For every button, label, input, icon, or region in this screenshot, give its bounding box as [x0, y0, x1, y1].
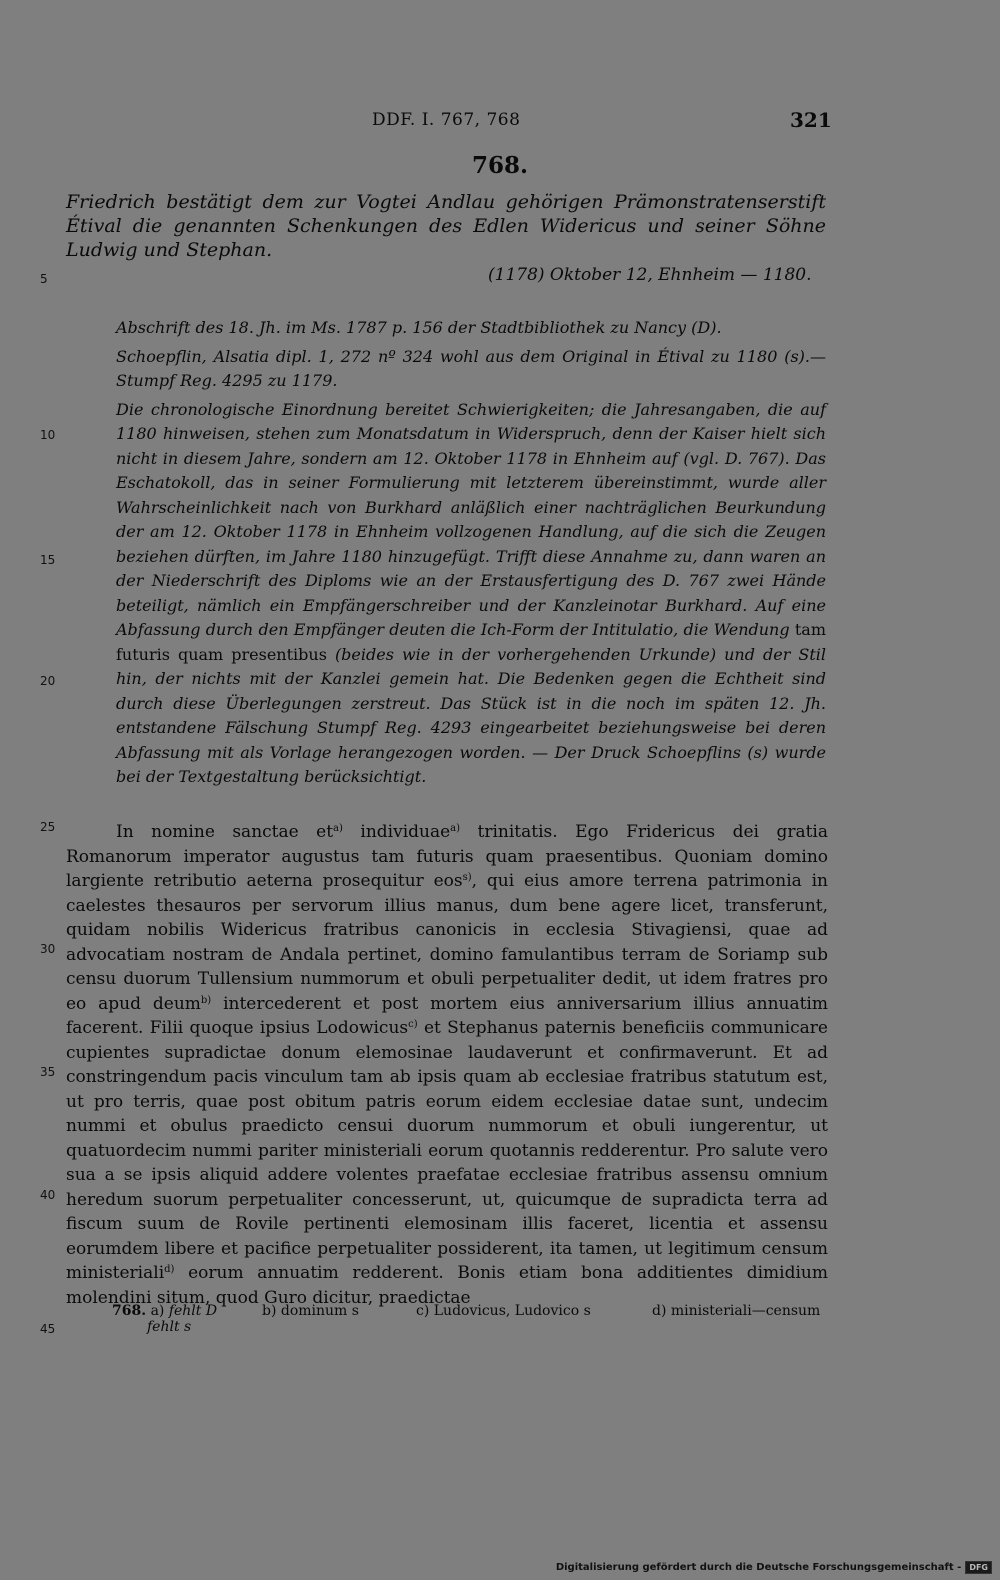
footnote-d: d) ministeriali—censum: [652, 1303, 821, 1319]
line-number: 25: [40, 820, 56, 834]
running-head-title: DDF. I. 767, 768: [372, 110, 521, 130]
note-editions: Schoepflin, Alsatia dipl. 1, 272 nº 324 wohl aus dem Original in Étival zu 1180 (s).— Stumpf Reg. 4295 zu 1179.: [116, 346, 826, 390]
dating: (1178) Oktober 12, Ehnheim — 1180.: [488, 265, 812, 285]
footnote-ref-b: b): [200, 994, 212, 1006]
line-number: 10: [40, 428, 56, 442]
line-number: 15: [40, 553, 56, 567]
preliminary-notes: [116, 316, 826, 790]
dfg-logo: DFG: [965, 1561, 992, 1574]
text-segment: et Stephanus paternis beneficiis communicare cupientes supradictae donum elemosinae laudaverunt et confirmaverunt. Et ad constringendum pacis vinculum tam ab ipsis quam ab ecclesiae fratribus statutum est, ut pro terris, quae post obitum patris eorum eidem ecclesiae datae sunt, undecim nummi et obulus praedicto censui duorum nummorum et obuli iungerentur, ut quatuordecim nummi pariter ministeriali eorum quotannis redderentur. Pro salute vero sua a se ipsis aliquid addere volentes praefatae ecclesiae fratribus assensu omnium heredum suorum perpetualiter concesserunt, ut, quicumque de supradicta terra ad fiscum suum de Rovile pertinenti elemosinam illis faceret, licentia et assensu eorumdem libere et pacifice perpetualiter possiderent, ita tamen, ut legitimum censum ministeriali: [66, 1018, 828, 1283]
footnote-ref-a: a): [333, 823, 343, 834]
line-number: 45: [40, 1322, 56, 1336]
footer-text: Digitalisierung gefördert durch die Deutsche Forschungsgemeinschaft -: [555, 1562, 962, 1573]
text-segment: individuae: [342, 822, 451, 842]
line-number: 40: [40, 1188, 56, 1202]
note-commentary: [116, 398, 826, 790]
commentary-quote: tam futuris quam presentibus: [116, 620, 826, 664]
text-segment: In nomine sanctae et: [116, 822, 334, 842]
footnote-b: b) dominum s: [262, 1303, 359, 1319]
running-head: [0, 108, 1000, 134]
commentary-part-1: Die chronologische Einordnung bereitet Schwierigkeiten; die Jahresangaben, die auf 1180 hinweisen, stehen zum Monatsdatum in Widerspruch, denn der Kaiser hielt sich nicht in diesem Jahre, sondern am 12. Oktober 1178 in Ehnheim auf (vgl. D. 767). Das Eschatokoll, das in seiner Formulierung mit letzterem übereinstimmt, wurde aller Wahrscheinlichkeit nach von Burkhard anläßlich einer nachträglichen Beurkundung der am 12. Oktober 1178 in Ehnheim vollzogenen Handlung, auf die sich die Zeugen beziehen dürften, im Jahre 1180 hinzugefügt. Trifft diese Annahme zu, dann waren an der Niederschrift des Diploms wie an der Erstausfertigung des D. 767 zwei Hände beteiligt, nämlich ein Empfängerschreiber und der Kanzleinotar Burkhard. Auf eine Abfassung durch den Empfänger deuten die Ich-Form der Intitulatio, die Wendung: [116, 399, 826, 639]
footnote-ref-a: a): [450, 823, 461, 834]
line-number: 30: [40, 942, 56, 956]
document-number: 768.: [471, 152, 529, 179]
charter-paragraph: [66, 820, 828, 1310]
footnote-ref-s: s): [462, 872, 472, 883]
footnote-a-text-2: fehlt s: [147, 1319, 192, 1335]
text-segment: trinitatis. Ego Fridericus dei gratia Romanorum imperator augustus tam futuris quam praesentibus. Quoniam domino largiente retributio aeterna prosequitur eos: [66, 822, 828, 891]
footnote-ref-d: d): [164, 1264, 175, 1275]
line-number: 20: [40, 674, 56, 688]
footnote-a-continued: [147, 1319, 191, 1335]
text-segment: intercederent et post mortem eius anniversarium illius annuatim facerent. Filii quoque ipsius Lodowicus: [66, 993, 828, 1038]
line-number: 5: [40, 272, 48, 286]
digitization-footer: [556, 1561, 992, 1574]
footnote-ref-c: c): [408, 1019, 418, 1030]
text-segment: eorum annuatim redderent. Bonis etiam bona additientes dimidium molendini situm, quod Guro dicitur, praedictae: [66, 1263, 828, 1308]
page-number: 321: [790, 108, 832, 132]
charter-text: [66, 820, 828, 1310]
footnote-a-text: fehlt D: [168, 1303, 218, 1319]
footnote-a-mark: a): [150, 1303, 165, 1319]
text-segment: , qui eius amore terrena patrimonia in caelestes thesauros per servorum illius manus, dum bene agere licet, transferunt, quidam nobilis Widericus fratribus canonicis in ecclesia Stivagiensi, quae ad advocatiam nostram de Andala pertinet, domino famulantibus terram de Soriamp sub censu duorum Tullensium nummorum et obuli perpetualiter dedit, ut idem fratres pro eo apud deum: [66, 871, 828, 1014]
line-number: 35: [40, 1065, 56, 1079]
note-manuscript: Abschrift des 18. Jh. im Ms. 1787 p. 156 der Stadtbibliothek zu Nancy (D).: [116, 318, 722, 337]
footnote-docnum: 768.: [112, 1303, 147, 1319]
footnote-c: c) Ludovicus, Ludovico s: [416, 1303, 591, 1319]
footnote-a: [112, 1303, 217, 1319]
commentary-part-2: (beides wie in der vorhergehenden Urkunde) und der Stil hin, der nichts mit der Kanzlei gemein hat. Die Bedenken gegen die Echtheit sind durch diese Überlegungen zerstreut. Das Stück ist in die noch im späten 12. Jh. entstandene Fälschung Stumpf Reg. 4293 eingearbeitet beziehungsweise bei deren Abfassung mit als Vorlage herangezogen worden. — Der Druck Schoepflins (s) wurde bei der Textgestaltung berücksichtigt.: [116, 644, 826, 786]
regest: Friedrich bestätigt dem zur Vogtei Andlau gehörigen Prämonstratenserstift Étival die genannten Schenkungen des Edlen Widericus und seiner Söhne Ludwig und Stephan.: [66, 191, 826, 261]
